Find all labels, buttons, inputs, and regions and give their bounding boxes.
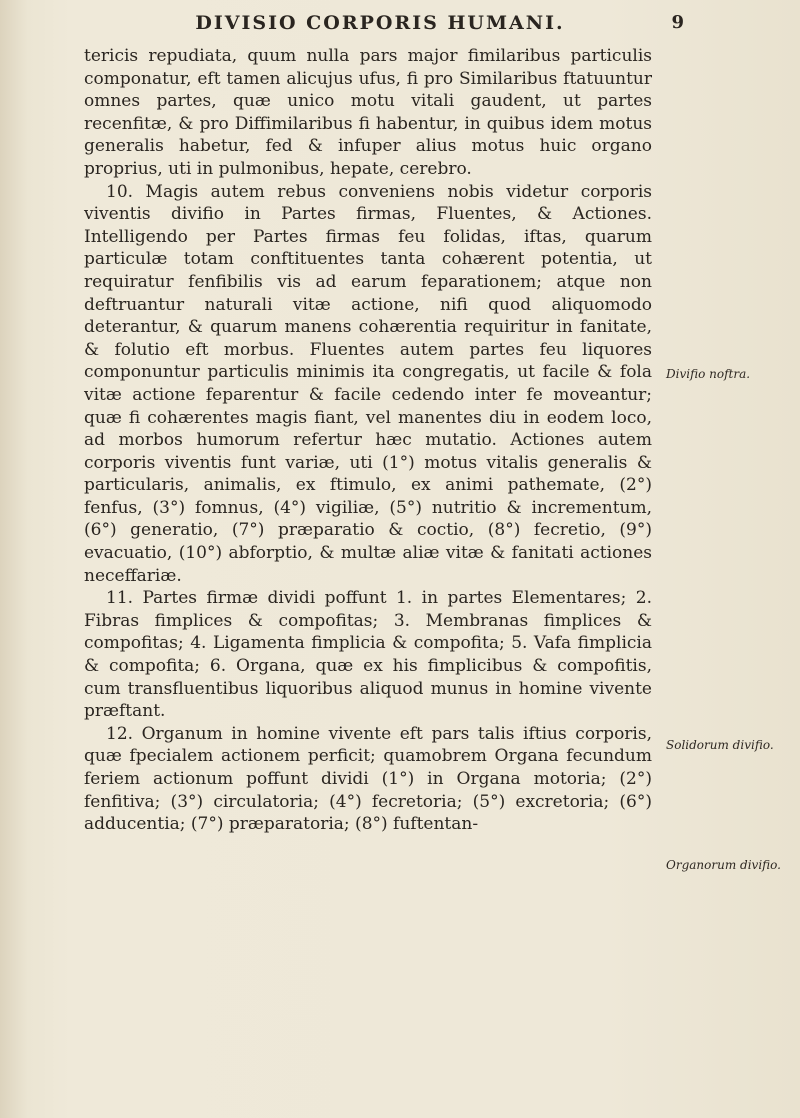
running-title: DIVISIO CORPORIS HUMANI. bbox=[195, 12, 565, 34]
paragraph-continued: tericis repudiata, quum nulla pars major fimilaribus particulis componatur, eft tamen alicujus ufus, fi pro Similaribus ftatuuntur omnes partes, quæ unico motu vitali gaudent, ut partes recenfitæ, & pro Diffimilaribus fi habentur, in quibus idem motus generalis habetur, fed & infuper alius motus huic organo proprius, uti in pulmonibus, hepate, cerebro. bbox=[84, 46, 652, 179]
page-number: 9 bbox=[671, 12, 686, 33]
marginal-note-organorum: Organorum divifio. bbox=[666, 858, 781, 872]
running-header bbox=[0, 12, 760, 34]
marginal-note-solidorum: Solidorum divifio. bbox=[666, 738, 774, 752]
paragraph-11: 11. Partes firmæ dividi poffunt 1. in partes Elementares; 2. Fibras fimplices & compofitas; 3. Membranas fimplices & compofitas; 4. Ligamenta fimplicia & compofita; 5. Vafa fimplicia & compofita; 6. Organa, quæ ex his fimplicibus & compofitis, cum transfluentibus liquoribus aliquod munus in homine vivente præftant. bbox=[84, 588, 652, 722]
paragraph-10: 10. Magis autem rebus conveniens nobis videtur corporis viventis divifio in Partes firmas, Fluentes, & Actiones. Intelligendo per Partes firmas feu folidas, iftas, quarum particulæ totam conftituentes tanta cohærent potentia, ut requiratur fenfibilis vis ad earum feparationem; atque non deftruantur naturali vitæ actione, nifi quod aliquomodo deterantur, & quarum manens cohærentia requiritur in fanitate, & folutio eft morbus. Fluentes autem partes feu liquores componuntur particulis minimis ita congregatis, ut facile & fola vitæ actione feparentur & facile cedendo inter fe moveantur; quæ fi cohærentes magis fiant, vel manentes diu in eodem loco, ad morbos humorum refertur hæc mutatio. Actiones autem corporis viventis funt variæ, uti (1°) motus vitalis generalis & particularis, animalis, ex ftimulo, ex animi pathemate, (2°) fenfus, (3°) fomnus, (4°) vigiliæ, (5°) nutritio & incrementum, (6°) generatio, (7°) præparatio & coctio, (8°) fecretio, (9°) evacuatio, (10°) abforptio, & multæ aliæ vitæ & fanitati actiones neceffariæ. bbox=[84, 181, 652, 586]
body-text bbox=[84, 45, 652, 836]
paragraph-12: 12. Organum in homine vivente eft pars talis iftius corporis, quæ fpecialem actionem perficit; quamobrem Organa fecundum feriem actionum poffunt dividi (1°) in Organa motoria; (2°) fenfitiva; (3°) circulatoria; (4°) fecretoria; (5°) excretoria; (6°) adducentia; (7°) præparatoria; (8°) fuftentan- bbox=[84, 723, 652, 835]
marginal-note-divisio: Divifio noftra. bbox=[666, 367, 751, 381]
